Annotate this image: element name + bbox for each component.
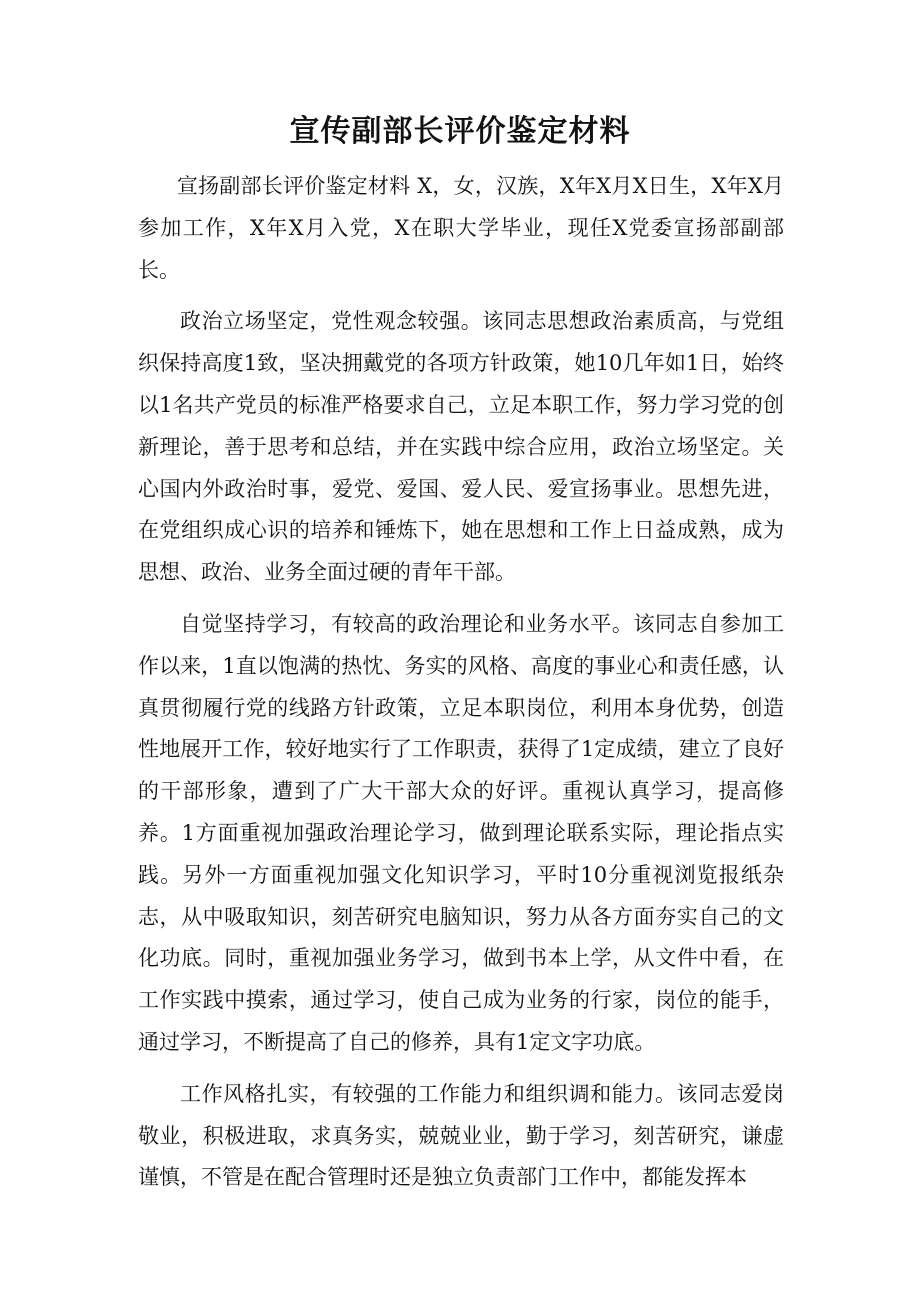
paragraph-work-style: 工作风格扎实，有较强的工作能力和组织调和能力。该同志爱岗敬业，积极进取，求真务实，兢兢业业，勤于学习，刻苦研究，谦虚谨慎，不管是在配合管理时还是独立负责部门工作中，都能发挥本 [138, 1081, 784, 1190]
document-title: 宣传副部长评价鉴定材料 [289, 114, 631, 149]
document-body [138, 166, 784, 1199]
paragraph-study: 自觉坚持学习，有较高的政治理论和业务水平。该同志自参加工作以来，1直以饱满的热忱、务实的风格、高度的事业心和责任感，认真贯彻履行党的线路方针政策，立足本职岗位，利用本身优势，创造性地展开工作，较好地实行了工作职责，获得了1定成绩，建立了良好的干部形象，遭到了广大干部大众的好评。重视认真学习，提高修养。1方面重视加强政治理论学习，做到理论联系实际，理论指点实践。另外一方面重视加强文化知识学习，平时10分重视浏览报纸杂志，从中吸取知识，刻苦研究电脑知识，努力从各方面夯实自己的文化功底。同时，重视加强业务学习，做到书本上学，从文件中看，在工作实践中摸索，通过学习，使自己成为业务的行家，岗位的能手，通过学习，不断提高了自己的修养，具有1定文字功底。 [138, 611, 784, 1054]
paragraph-political-stance: 政治立场坚定，党性观念较强。该同志思想政治素质高，与党组织保持高度1致，坚决拥戴党的各项方针政策，她10几年如1日，始终以1名共产党员的标准严格要求自己，立足本职工作，努力学习党的创新理论，善于思考和总结，并在实践中综合应用，政治立场坚定。关心国内外政治时事，爱党、爱国、爱人民、爱宣扬事业。思想先进，在党组织成心识的培养和锤炼下，她在思想和工作上日益成熟，成为思想、政治、业务全面过硬的青年干部。 [138, 309, 784, 585]
paragraph-intro: 宣扬副部长评价鉴定材料 X，女，汉族，X年X月X日生，X年X月参加工作，X年X月入党，X在职大学毕业，现任X党委宣扬部副部长。 [138, 174, 784, 282]
